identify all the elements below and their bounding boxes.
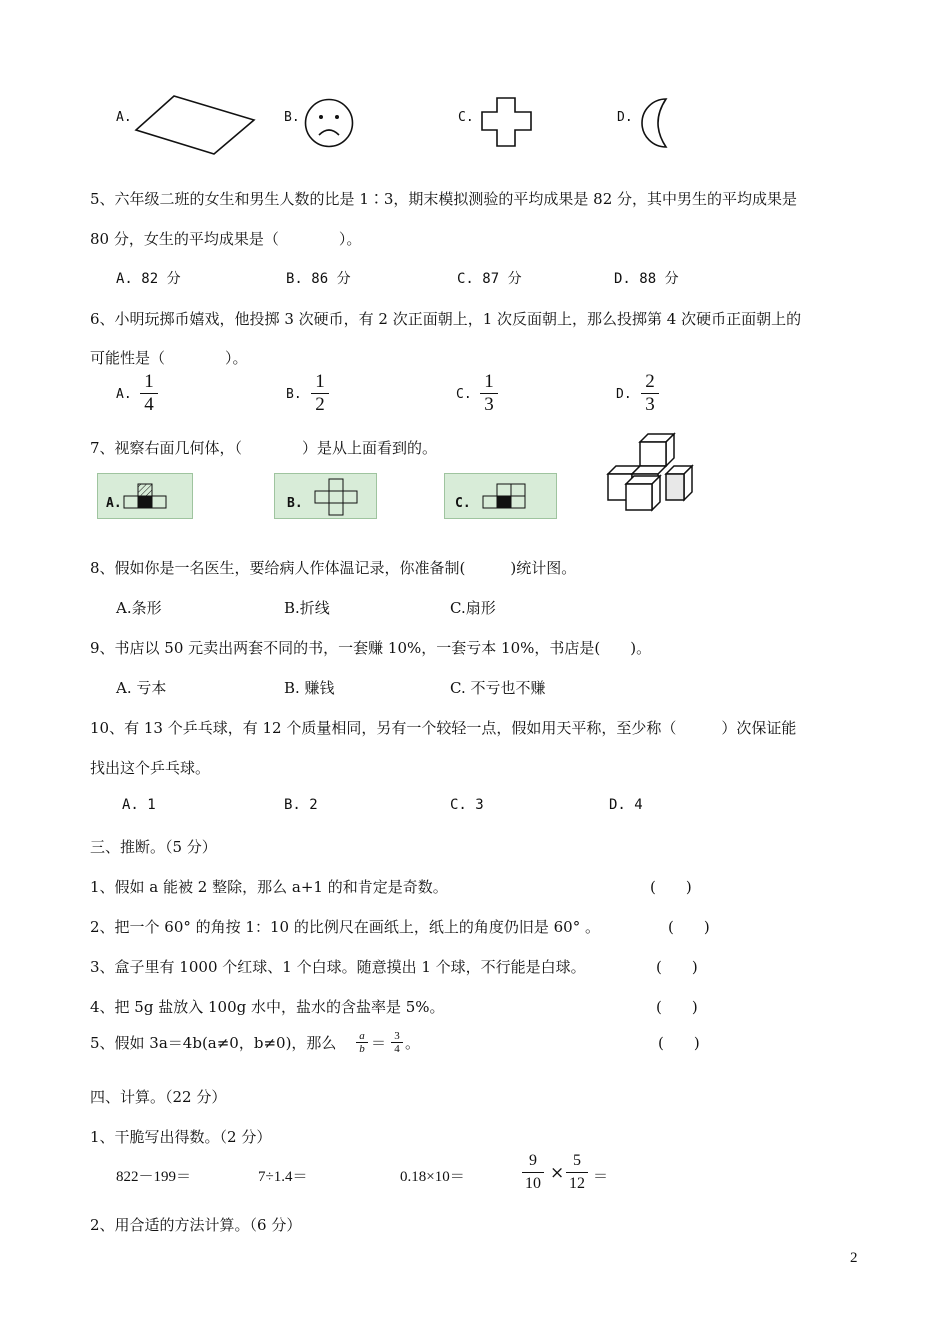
q6-option-c-fraction: 1 3	[480, 372, 498, 415]
parallelogram-shape	[134, 94, 256, 158]
calc-4-fraction-2: 5 12	[566, 1151, 588, 1194]
q10-option-d: D. 4	[609, 797, 643, 813]
section4-sub2: 2、用合适的方法计算。（6 分）	[90, 1216, 302, 1234]
judge-item-4-answer[interactable]: ( )	[656, 998, 698, 1016]
q7-option-c-view	[481, 480, 529, 512]
judge-item-5-answer[interactable]: ( )	[658, 1034, 700, 1052]
q6-line1: 6、小明玩掷币嬉戏，他投掷 3 次硬币，有 2 次正面朝上，1 次反面朝上，那么投掷第 4 次硬币正面朝上的	[90, 310, 802, 328]
judge-item-5-fraction-34: 3 4	[391, 1030, 403, 1055]
q9-line1: 9、书店以 50 元卖出两套不同的书，一套赚 10%，一套亏本 10%，书店是( )。	[90, 639, 652, 657]
q6-line2: 可能性是（ ）。	[90, 349, 248, 367]
judge-item-1: 1、假如 a 能被 2 整除，那么 a+1 的和肯定是奇数。	[90, 878, 448, 896]
judge-item-5-period: 。	[405, 1034, 421, 1052]
section4-sub1: 1、干脆写出得数。（2 分）	[90, 1128, 272, 1146]
calc-4-fraction-1: 9 10	[522, 1151, 544, 1194]
q7-option-a-label: A.	[106, 496, 122, 511]
q5-option-d: D. 88 分	[614, 271, 679, 287]
q6-option-a-label: A.	[116, 387, 132, 402]
q7-line1: 7、视察右面几何体，（ ）是从上面看到的。	[90, 439, 438, 457]
q5-option-a: A. 82 分	[116, 271, 181, 287]
q7-option-b-view	[313, 477, 361, 517]
q4-option-a-label: A.	[116, 110, 132, 125]
q8-option-c: C.扇形	[450, 599, 496, 617]
q6-option-b-fraction: 1 2	[311, 372, 329, 415]
q5-option-c: C. 87 分	[457, 271, 522, 287]
judge-item-3: 3、盒子里有 1000 个红球、1 个白球。随意摸出 1 个球，不行能是白球。	[90, 958, 586, 976]
q8-option-a: A.条形	[116, 599, 162, 617]
judge-item-1-answer[interactable]: ( )	[650, 878, 692, 896]
judge-item-4: 4、把 5g 盐放入 100g 水中，盐水的含盐率是 5%。	[90, 998, 445, 1016]
q4-option-d-label: D.	[617, 110, 633, 125]
calc-1: 822－199＝	[116, 1169, 192, 1185]
cross-shape	[480, 96, 534, 148]
q10-line1: 10、有 13 个乒乓球，有 12 个质量相同，另有一个较轻一点，假如用天平称，至少称（ ）次保证能	[90, 719, 797, 737]
q7-option-a-view	[122, 480, 172, 510]
q10-option-a: A. 1	[122, 797, 156, 813]
judge-item-2: 2、把一个 60° 的角按 1：10 的比例尺在画纸上，纸上的角度仍旧是 60° 。	[90, 918, 600, 936]
sad-face-icon	[303, 97, 355, 149]
q6-option-d-label: D.	[616, 387, 632, 402]
crescent-shape	[638, 96, 672, 150]
page-number: 2	[850, 1250, 858, 1266]
judge-item-5: 5、假如 3a＝4b(a≠0，b≠0)，那么	[90, 1034, 337, 1052]
q7-option-b-label: B.	[287, 496, 303, 511]
q8-line1: 8、假如你是一名医生，要给病人作体温记录，你准备制( )统计图。	[90, 559, 577, 577]
calc-2: 7÷1.4＝	[258, 1169, 308, 1185]
judge-item-3-answer[interactable]: ( )	[656, 958, 698, 976]
q10-option-c: C. 3	[450, 797, 484, 813]
q6-option-b-label: B.	[286, 387, 302, 402]
section3-title: 三、推断。（5 分）	[90, 838, 217, 856]
q9-option-c: C. 不亏也不赚	[450, 679, 546, 697]
q9-option-b: B. 赚钱	[284, 679, 335, 697]
q10-option-b: B. 2	[284, 797, 318, 813]
q7-option-b-box	[274, 473, 377, 519]
q5-line2: 80 分，女生的平均成果是（ ）。	[90, 230, 362, 248]
section4-title: 四、计算。（22 分）	[90, 1088, 227, 1106]
calc-4-times: ×	[550, 1163, 565, 1183]
q7-option-a-box	[97, 473, 193, 519]
q4-option-b-label: B.	[284, 110, 300, 125]
q5-option-b: B. 86 分	[286, 271, 351, 287]
q7-solid-figure	[604, 430, 696, 512]
judge-item-2-answer[interactable]: ( )	[668, 918, 710, 936]
q4-option-c-label: C.	[458, 110, 474, 125]
calc-3: 0.18×10＝	[400, 1169, 465, 1185]
q10-line2: 找出这个乒乓球。	[90, 759, 211, 777]
q6-option-d-fraction: 2 3	[641, 372, 659, 415]
q7-option-c-label: C.	[455, 496, 471, 511]
q6-option-a-fraction: 1 4	[140, 372, 158, 415]
calc-4-equals: ＝	[593, 1167, 609, 1185]
q9-option-a: A. 亏本	[116, 679, 167, 697]
q8-option-b: B.折线	[284, 599, 330, 617]
q7-option-c-box	[444, 473, 557, 519]
q6-option-c-label: C.	[456, 387, 472, 402]
judge-item-5-equals: ＝	[371, 1034, 387, 1052]
q5-line1: 5、六年级二班的女生和男生人数的比是 1∶3，期末模拟测验的平均成果是 82 分，其中男生的平均成果是	[90, 190, 798, 208]
judge-item-5-fraction-ab: a b	[356, 1030, 368, 1055]
